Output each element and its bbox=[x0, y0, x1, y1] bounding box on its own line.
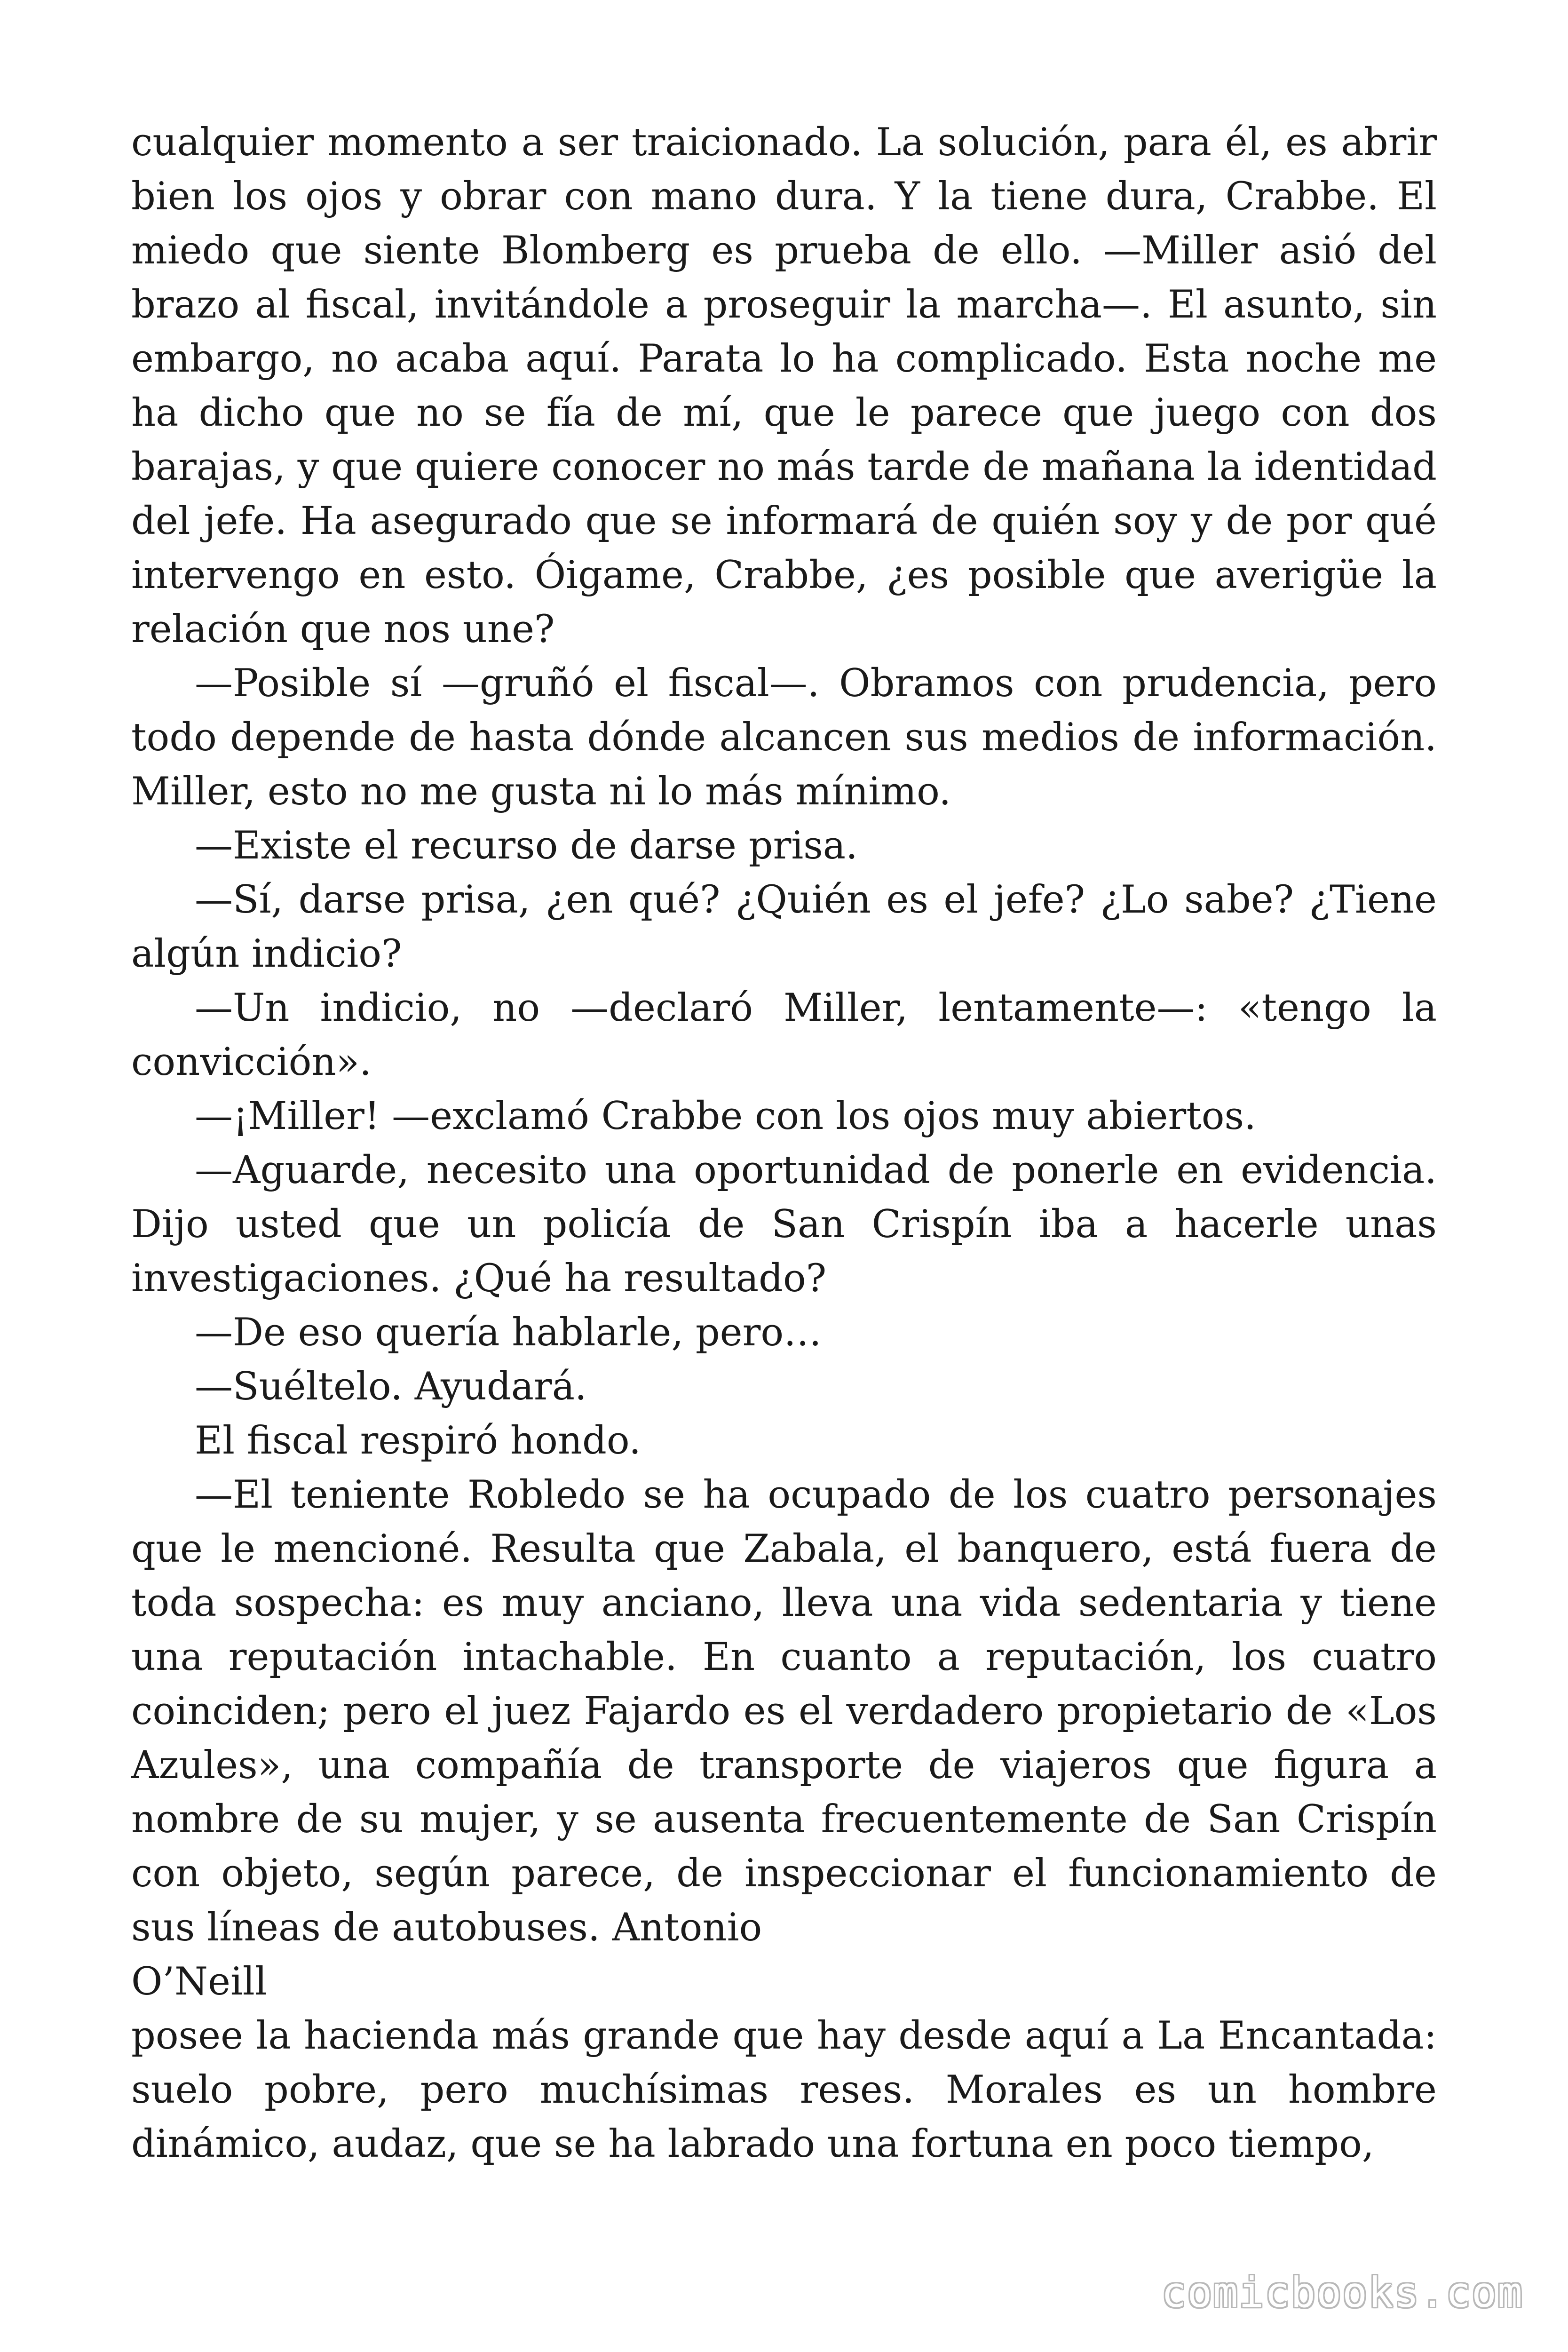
paragraph: —Suéltelo. Ayudará. bbox=[195, 1365, 587, 1409]
paragraph: —De eso quería hablarle, pero… bbox=[195, 1311, 822, 1355]
paragraph: —Aguarde, necesito una oportunidad de ponerle en evidencia. Dijo usted que un policía de San Crispín iba a hacerle unas investigaciones. ¿Qué ha resultado? bbox=[131, 1148, 1437, 1301]
paragraph: posee la hacienda más grande que hay desde aquí a La Encantada: suelo pobre, pero muchísimas reses. Morales es un hombre dinámico, audaz, que se ha labrado una fortuna en poco tiempo, bbox=[131, 2014, 1437, 2166]
paragraph: —Posible sí —gruñó el fiscal—. Obramos con prudencia, pero todo depende de hasta dónde alcancen sus medios de información. Miller, esto no me gusta ni lo más mínimo. bbox=[131, 661, 1437, 814]
paragraph: —¡Miller! —exclamó Crabbe con los ojos muy abiertos. bbox=[195, 1094, 1256, 1138]
paragraph: El fiscal respiró hondo. bbox=[195, 1419, 641, 1463]
paragraph: —Sí, darse prisa, ¿en qué? ¿Quién es el jefe? ¿Lo sabe? ¿Tiene algún indicio? bbox=[131, 878, 1437, 976]
paragraph: —Un indicio, no —declaró Miller, lentamente—: «tengo la convicción». bbox=[131, 986, 1437, 1084]
paragraph: —El teniente Robledo se ha ocupado de los cuatro personajes que le mencioné. Resulta que Zabala, el banquero, está fuera de toda sospecha: es muy anciano, lleva una vida sedentaria y tiene una reputación intachable. En cuanto a reputación, los cuatro coinciden; pero el juez Fajardo es el verdadero propietario de «Los Azules», una compañía de transporte de viajeros que figura a nombre de su mujer, y se ausenta frecuentemente de San Crispín con objeto, según parece, de inspeccionar el funcionamiento de sus líneas de autobuses. Antonio bbox=[131, 1473, 1437, 1950]
watermark: comicbooks.com bbox=[1161, 2268, 1523, 2317]
body-text bbox=[131, 116, 1437, 2171]
paragraph: O’Neill bbox=[131, 1960, 267, 2004]
paragraph: cualquier momento a ser traicionado. La solución, para él, es abrir bien los ojos y obrar con mano dura. Y la tiene dura, Crabbe. El miedo que siente Blomberg es prueba de ello. —Miller asió del brazo al fiscal, invitándole a proseguir la marcha—. El asunto, sin embargo, no acaba aquí. Parata lo ha complicado. Esta noche me ha dicho que no se fía de mí, que le parece que juego con dos barajas, y que quiere conocer no más tarde de mañana la identidad del jefe. Ha asegurado que se informará de quién soy y de por qué intervengo en esto. Óigame, Crabbe, ¿es posible que averigüe la relación que nos une? bbox=[131, 120, 1437, 652]
paragraph: —Existe el recurso de darse prisa. bbox=[195, 824, 858, 868]
